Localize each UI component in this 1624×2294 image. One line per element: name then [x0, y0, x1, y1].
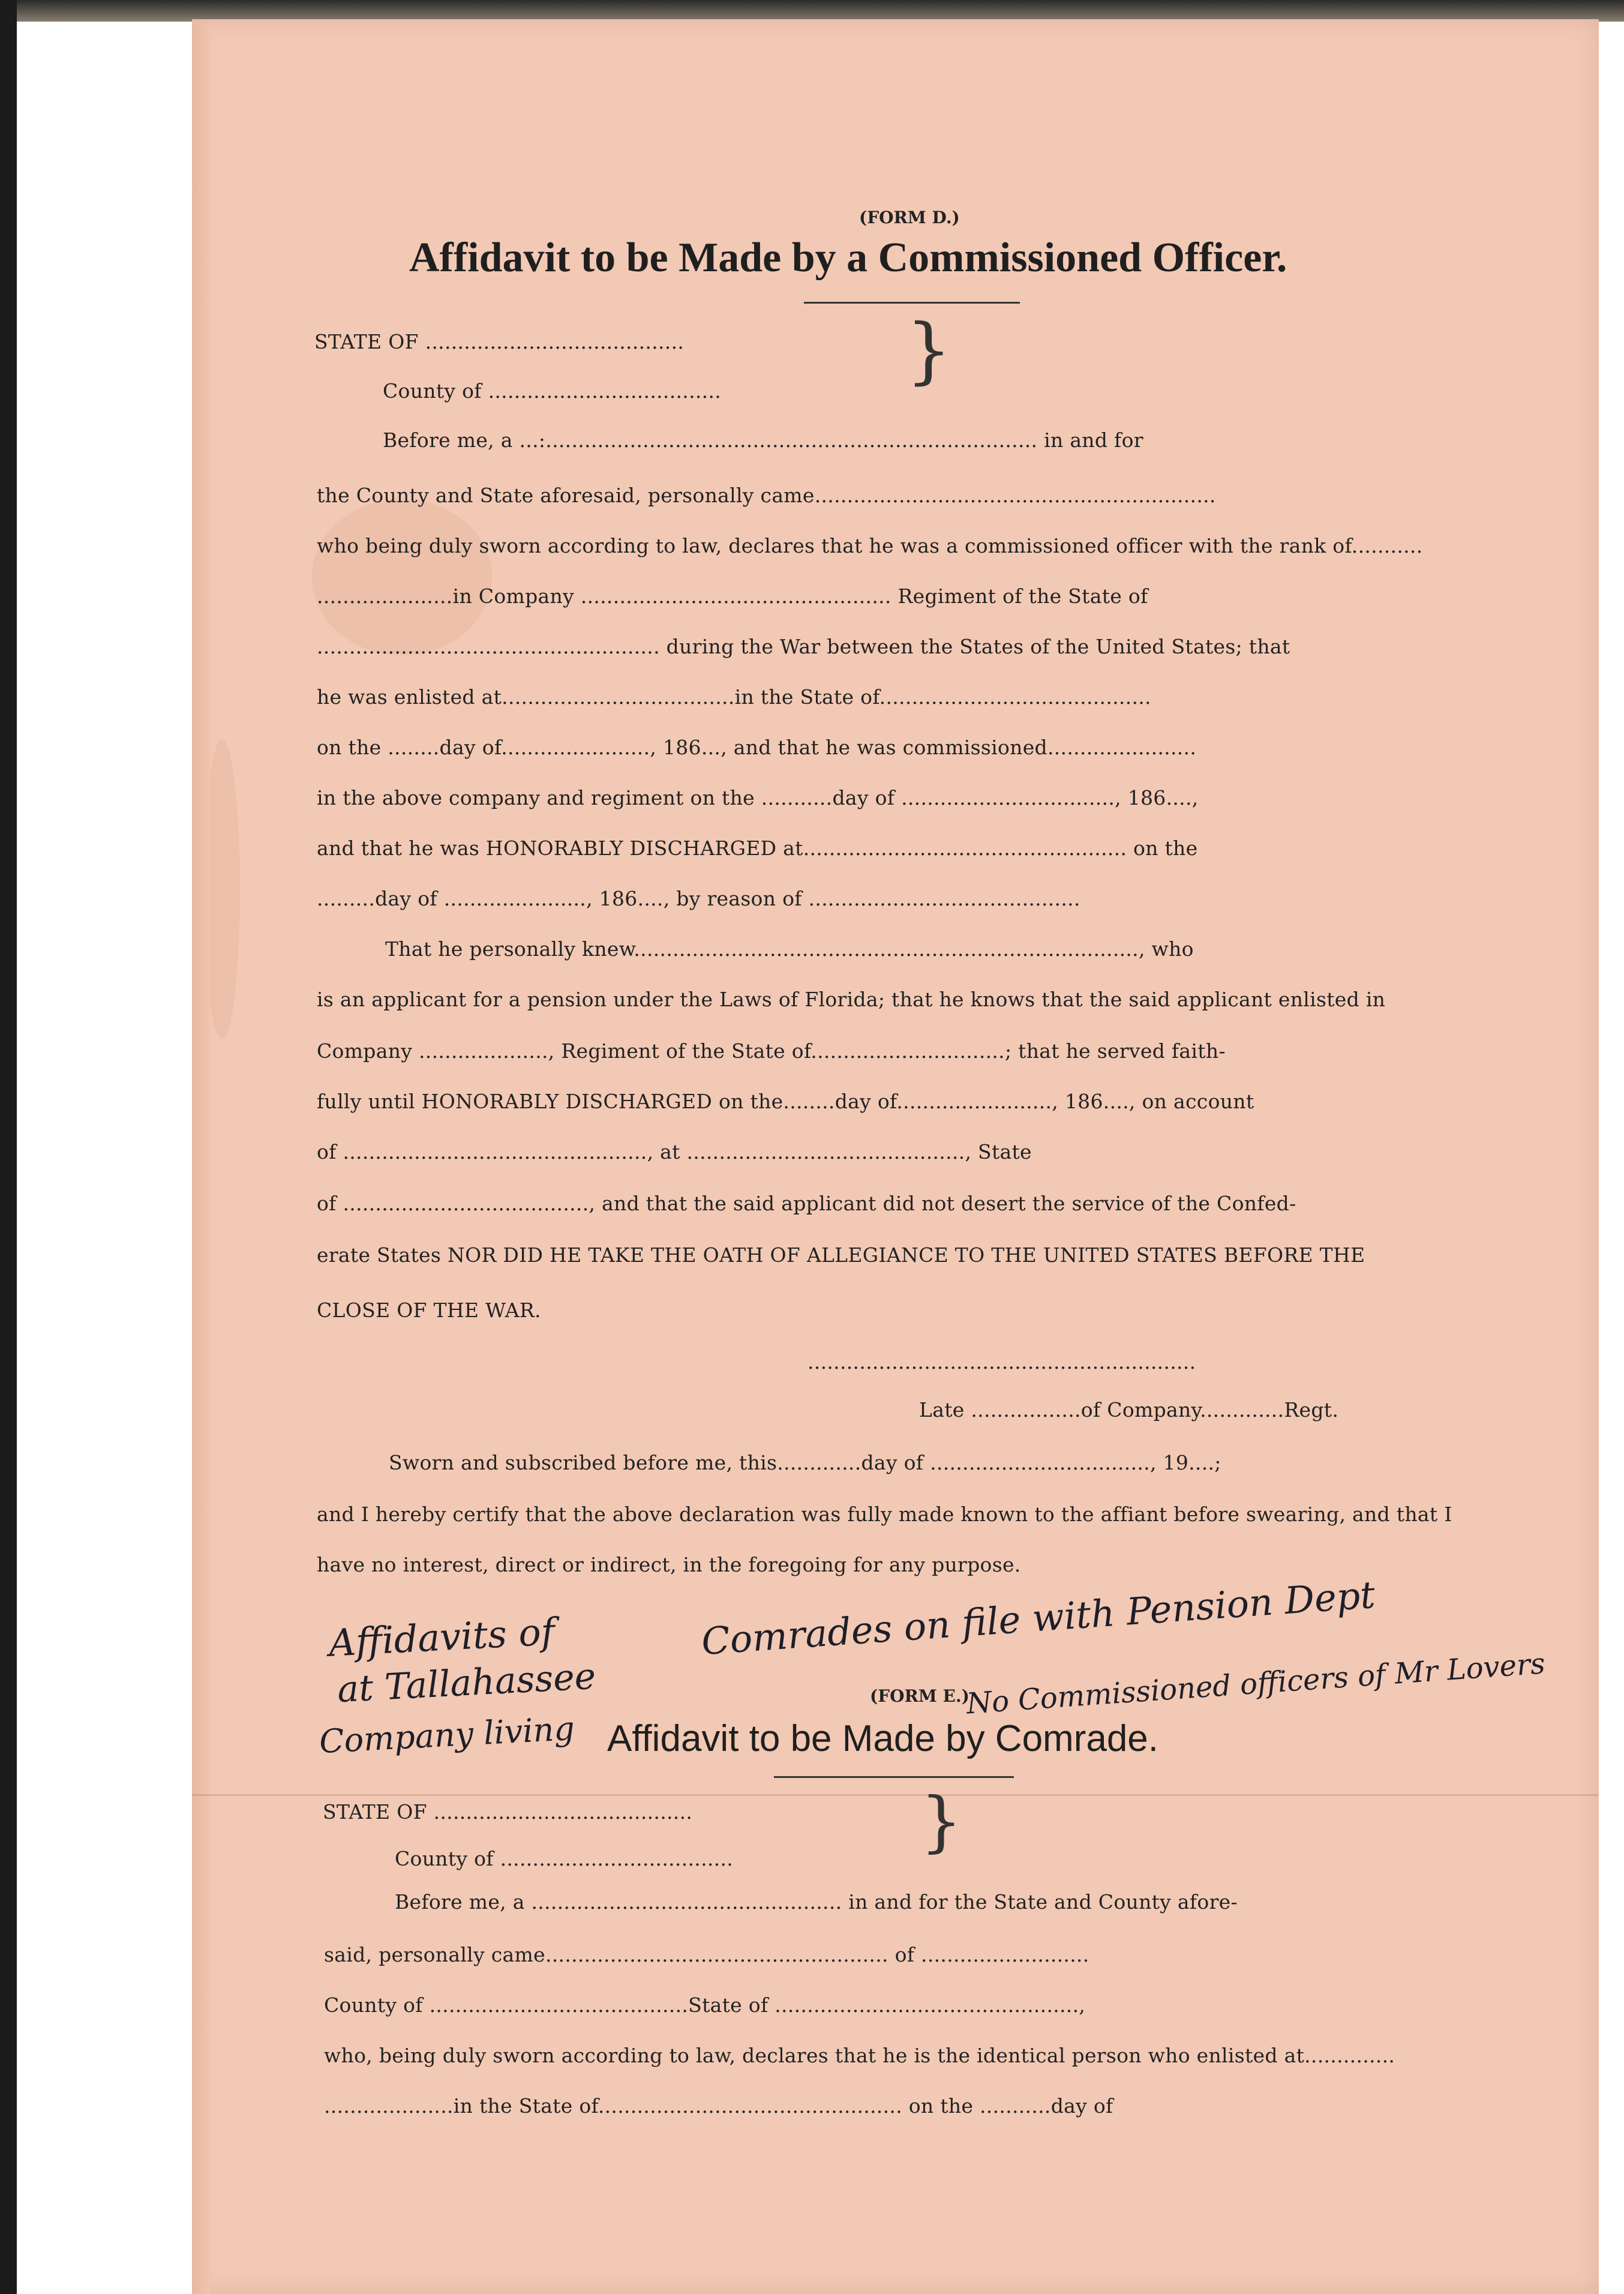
certify-line: and I hereby certify that the above declaration was fully made known to the affiant before swearing, and that I [317, 1503, 1452, 1526]
form-d-line: who being duly sworn according to law, declares that he was a commissioned officer with the rank of........... [317, 534, 1423, 557]
handwritten-note: Company living [318, 1709, 576, 1761]
form-d-line: CLOSE OF THE WAR. [317, 1299, 541, 1322]
form-e-line: said, personally came..................................................... of .......................... [324, 1943, 1089, 1966]
form-e-line: ....................in the State of............................................... on the ...........day of [324, 2094, 1113, 2118]
fold-line [192, 1794, 1599, 1796]
county-of-line: County of .................................... [383, 379, 722, 403]
form-d-line: and that he was HONORABLY DISCHARGED at.................................................. on the [317, 836, 1198, 860]
scanner-bed [17, 22, 192, 2294]
handwritten-note: at Tallahassee [336, 1655, 597, 1711]
paper-stain [312, 499, 492, 655]
title-underline [804, 302, 1020, 304]
form-d-line: on the ........day of......................., 186..., and that he was commissioned....................... [317, 736, 1197, 759]
handwritten-note: No Commissioned officers of Mr Lovers [965, 1647, 1547, 1721]
form-d-line: ..................................................... during the War between the States of the United States; that [317, 635, 1290, 658]
form-d-line: of ..............................................., at ..........................................., State [317, 1140, 1032, 1164]
form-d-line: That he personally knew.............................................................................., who [385, 937, 1194, 961]
form-d-line: is an applicant for a pension under the Laws of Florida; that he knows that the said applicant enlisted in [317, 988, 1386, 1011]
handwritten-note: Comrades on file with Pension Dept [700, 1572, 1377, 1664]
form-e-line: County of ........................................State of ..............................................., [324, 1993, 1086, 2017]
form-d-line: Company ...................., Regiment of the State of..............................; that he served faith- [317, 1039, 1226, 1063]
brace: } [906, 309, 952, 392]
scanner-edge [0, 0, 17, 2294]
form-d-line: erate States NOR DID HE TAKE THE OATH OF ALLEGIANCE TO THE UNITED STATES BEFORE THE [317, 1243, 1365, 1267]
brace: } [920, 1783, 962, 1860]
paper-edge-strip [192, 24, 210, 2294]
title-underline [774, 1776, 1014, 1778]
form-d-line: Before me, a ...:............................................................................ in and for [383, 428, 1143, 452]
state-of-line: STATE OF ........................................ [314, 330, 685, 353]
signature-line: ............................................................ [808, 1350, 1196, 1374]
form-d-line: .....................in Company ................................................ Regiment of the State of [317, 584, 1148, 608]
state-of-line: STATE OF ........................................ [323, 1800, 693, 1824]
scanner-top-edge [17, 0, 1624, 22]
late-line: Late .................of Company.............Regt. [919, 1398, 1339, 1422]
form-e-label: (FORM E.) [870, 1686, 969, 1706]
certify-line: have no interest, direct or indirect, in the foregoing for any purpose. [317, 1553, 1021, 1576]
form-d-line: he was enlisted at....................................in the State of.......................................... [317, 685, 1151, 709]
form-d-line: in the above company and regiment on the ...........day of ................................., 186...., [317, 786, 1199, 809]
form-d-line: .........day of ......................, 186...., by reason of .......................................... [317, 887, 1080, 910]
sworn-line: Sworn and subscribed before me, this.............day of .................................., 19....; [389, 1451, 1221, 1474]
form-d-line: the County and State aforesaid, personally came.............................................................. [317, 484, 1216, 507]
form-e-title: Affidavit to be Made by Comrade. [607, 1718, 1159, 1759]
form-e-line: Before me, a ................................................ in and for the State and County afore- [395, 1890, 1238, 1914]
form-d-label: (FORM D.) [859, 208, 960, 227]
form-e-line: who, being duly sworn according to law, declares that he is the identical person who enlisted at.............. [324, 2044, 1395, 2067]
county-of-line: County of .................................... [395, 1847, 734, 1870]
form-d-title: Affidavit to be Made by a Commissioned Officer. [409, 235, 1287, 281]
form-d-line: fully until HONORABLY DISCHARGED on the........day of........................, 186...., on account [317, 1090, 1254, 1113]
handwritten-note: Affidavits of [328, 1609, 556, 1665]
form-d-line: of ......................................, and that the said applicant did not desert the service of the Confed- [317, 1192, 1296, 1215]
